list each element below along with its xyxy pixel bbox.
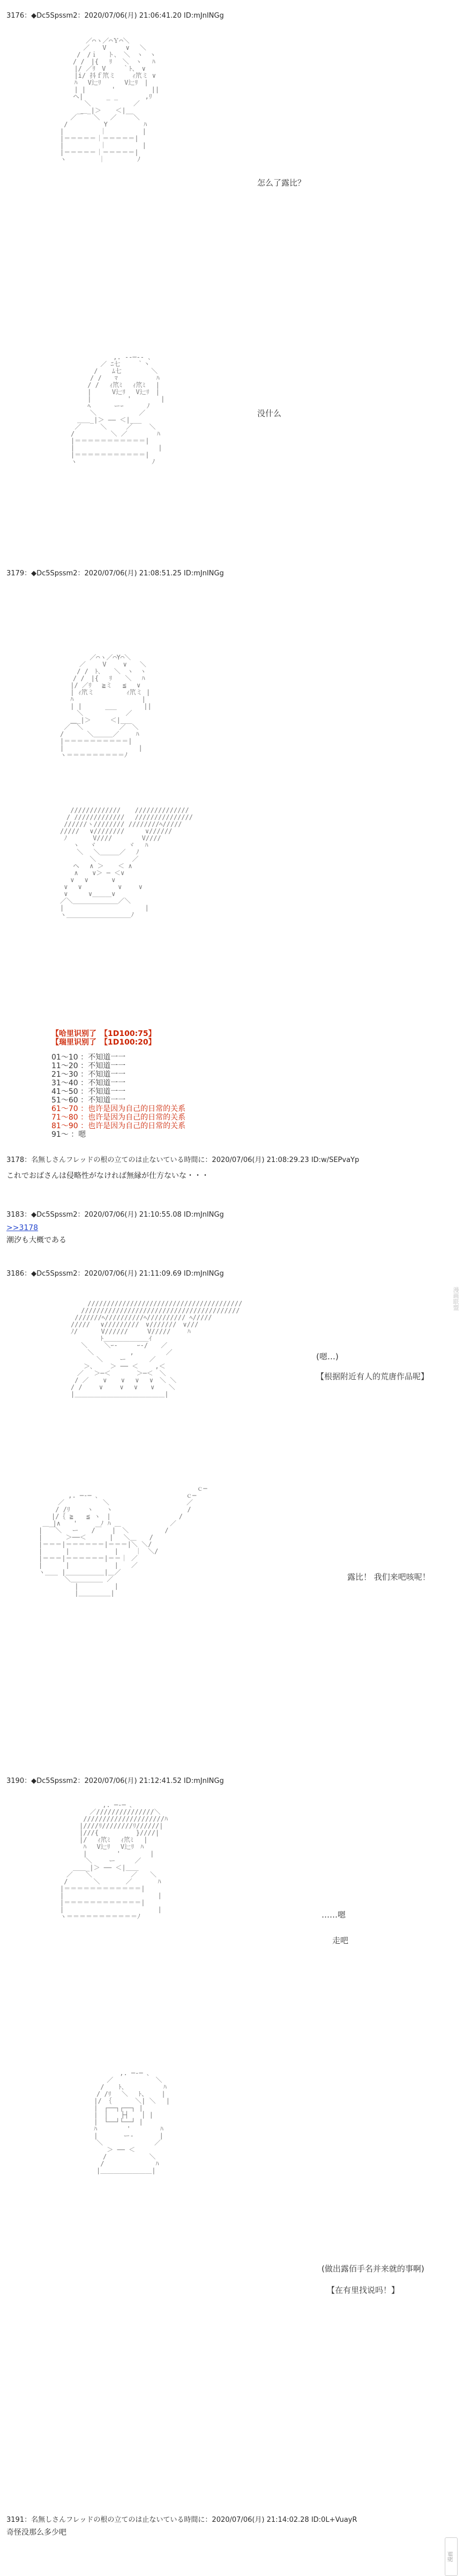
- side-text-3: (嗯…): [316, 1352, 339, 1361]
- post-header-text: 3186：◆Dc5Spssm2：2020/07/06(月) 21:11:09.69 ID:mJnINGg: [6, 1270, 224, 1278]
- post-header-text: 3176：◆Dc5Spssm2：2020/07/06(月) 21:06:41.20 ID:mJnINGg: [6, 12, 224, 20]
- watermark-text: 漫画联盟: [452, 1287, 459, 1311]
- dice-row: 31～40 ：不知道一一: [51, 1079, 126, 1087]
- ascii-art-character-2: ,. -‐─‐- ､ ／ ﾆ七 ｀丶 / ﾑ七 ＼ / / ﾏ ﾊ / / ｨ笊ﾐ ｨ笊ﾐ | | V辷ﾘ V辷ﾘ | | ' | ﾍ ーｰ ﾉ ＼ ／ ＿＿_|＞ ―― ＜|___ ／ ＼ ／ ＼ / ＼ ／ ﾊ |＝＝＝＝＝＝＝＝＝＝＝| | | |＝＝＝＝＝＝＝＝＝＝＝| ヽ ﾉ: [71, 354, 165, 465]
- post-header-3179: [6, 567, 224, 578]
- dice-row: 11～20 ：不知道一一: [51, 1062, 126, 1070]
- ascii-art-character-4: ///////////// ////////////// / ///////////// /////////////// //////ヽ//////// ////////ﾍ///// ///// ∨//////// ∨////// ﾉ V//// V//// ヽ ヾ ヾ ﾊ ＼ ＼＿＿＿／ ﾉ ＼ ／ ヘ ∧ ＞ ＜ ∧ ∧ ∨＞ ─ ＜∨ ∨ ∨ ∨ ∨ ∨ ∨ ∨ ∨ ∨＿＿＿∨ ／＼＿＿＿＿＿＿＿／＼ | | ヽ＿＿＿＿＿＿＿＿＿＿ﾉ: [60, 807, 193, 919]
- footer-logo: 漫画: [445, 2537, 458, 2576]
- post-header-3183: [6, 1209, 224, 1219]
- post-line: これでおばさんは侵略性がなければ無縁が仕方ないな・・・: [6, 1172, 209, 1180]
- ascii-art-character-1: ／⌒ヽ／⌒Ｙ⌒＼ ／ V ∨ ＼ / /ｉ ト､ ＼ ヽ ヽ / / |{ ﾘ ＼ ヽ ﾊ |/ ／ﾘ V ｀ﾄ､ ∨ |i/ 抖ｆ笊ミ ｨ笊ミ ∨ ﾊ V辷ﾘ V辷ﾘ | | | ' || ヘ| _ _ ,ﾘ ＼ ／ ＿_|＞ ＜|__ ／￣ ＼ ／ ￣＼ / Y ﾊ | ｜ | |＝＝＝＝＝｜＝＝＝＝＝| | ｜ | |＝＝＝＝＝｜＝＝＝＝＝| ヽ ｜ ﾉ: [60, 38, 160, 163]
- post-header-text: 3178：名無しさんフレッドの根の立てのは止ないている時間に：2020/07/06(月) 21:08:29.23 ID:w/SEPvaYp: [6, 1156, 360, 1164]
- post-header-text: 3183：◆Dc5Spssm2：2020/07/06(月) 21:10:55.08 ID:mJnINGg: [6, 1211, 224, 1219]
- side-text-5: 露比！ 我们来吧咳呢！: [347, 1572, 430, 1582]
- post-body-3183-line2: [6, 1234, 66, 1245]
- dice-row: 91～ ：嗯: [51, 1130, 86, 1139]
- post-line: 奇怪没那么多少吧: [6, 2528, 66, 2537]
- side-text-4: 【根据附近有人的荒唐作品呢】: [316, 1372, 429, 1381]
- dice-row: 21～30 ：不知道一一: [51, 1070, 126, 1079]
- post-header-3176: [6, 10, 224, 20]
- dice-row: 51～60 ：不知道一一: [51, 1096, 126, 1105]
- ascii-art-character-6: ｃ─ ,. ─‐─ ､ ｃ─ ／ ＼ ／ / /ﾘ ヽ ヽ / |/｛ ≧ ≦ ヽ | / ＿ |∧ ' ﾉ ﾊ ＿ ／ | ￣＼ ー /￣ | ＼ / | ＞──＜ | ＼＿ / |＝＝＝|＝＝＝＝＝＝|＝＝＝|＼ ＼/ | | | ｜ ＼/ |＝＝＝|＝＝＝＝＝＝|＝＝｜ ／ | | | ／ ヽ＿＿ |＿＿＿＿＿＿|＿／ ＼＿＿＿＿＿ ／ | | |＿＿＿＿＿|: [39, 1485, 207, 1597]
- side-text-9: 【在有里找说吗！】: [327, 2285, 400, 2295]
- ascii-art-character-8: ,. ─‐─ ､ ／ ＼ / ﾄ､ ﾊ / /ﾘ ＼ ﾄ、 | |/ ｛ ＼| ＼ | | ┌──┐┌──┐ | | │ ├┤ │ | | └──┘└──┘ | ﾊ ' ﾊ | ー‐ | ＼ ／ ＞ ── ＜ / ＼ / ﾊ |＿＿＿＿＿＿＿＿|: [94, 2070, 170, 2174]
- post-header-text: 3179：◆Dc5Spssm2：2020/07/06(月) 21:08:51.25 ID:mJnINGg: [6, 569, 224, 578]
- dice-row: 71～80 ：也许是因为自己的日常的关系: [51, 1113, 186, 1122]
- dice-row: 81～90 ：也许是因为自己的日常的关系: [51, 1122, 186, 1130]
- post-header-3178: [6, 1154, 359, 1164]
- side-text-2: 没什么: [257, 409, 282, 418]
- dice-row: 41～50 ：不知道一一: [51, 1087, 126, 1096]
- side-text-7: 走吧: [332, 1936, 349, 1945]
- post-header-text: 3190：◆Dc5Spssm2：2020/07/06(月) 21:12:41.52 ID:mJnINGg: [6, 1777, 224, 1785]
- dice-head-2: 【瑞里识别了 【1D100:20】: [51, 1038, 156, 1047]
- post-header-3190: [6, 1775, 224, 1785]
- ascii-art-character-3: ／⌒ヽ／⌒Y⌒＼ ／ V ∨ ＼ / / ﾄ､ ＼ ヽ ヽ / / |{ ﾘ ＼ ﾊ |/ ／ﾘ ≧ミ ≦ ∨ | ｨ笊ミ ｨ笊ミ | ﾊ | | | ___ || ＼ ／ ＿_|＞ ＜|__ ／￣＼ ／￣＼ / ＼＿＿＿／ ﾊ |＝＝＝＝＝＝＝＝＝＝| | | ヽ＝＝＝＝＝＝＝＝＝ﾉ: [60, 654, 152, 759]
- post-header-3191: [6, 2514, 357, 2524]
- dice-result-list: [51, 1030, 185, 1139]
- dice-row: 61～70 ：也许是因为自己的日常的关系: [51, 1105, 186, 1113]
- post-body-3178: [6, 1170, 209, 1181]
- post-body-3183: [6, 1224, 38, 1232]
- post-body-3191: [6, 2527, 66, 2537]
- post-header-text: 3191：名無しさんフレッドの根の立てのは止ないている時間に：2020/07/06(月) 21:14:02.28 ID:0L+VuayR: [6, 2516, 357, 2524]
- reply-anchor-link[interactable]: >>3178: [6, 1224, 39, 1232]
- post-line: 潮汐も大概である: [6, 1236, 66, 1245]
- post-header-3186: [6, 1268, 224, 1278]
- ascii-art-character-7: ,. ─‐─ ､ ／///////////////＼ /////////////////////ﾊ |////ﾘ////////ﾘ//////| |///{ }////| |/ ｨ笊ﾐ ｨ笊ﾐ | ﾊ V辷ﾘ V辷ﾘ ﾊ | ' | ＼ ー ／ ＿＿_|＞ ── ＜|＿＿ ／ ＼ ／ ＼ / ＼ ／ ﾊ |＝＝＝＝＝＝＝＝＝＝＝＝| | | |＝＝＝＝＝＝＝＝＝＝＝＝| | | ヽ＝＝＝＝＝＝＝＝＝＝＝ﾉ: [60, 1802, 168, 1920]
- dice-row: 01～10 ：不知道一一: [51, 1053, 126, 1062]
- side-text-1: 怎么了露比？: [257, 178, 306, 188]
- side-text-6: ……嗯: [322, 1910, 346, 1920]
- side-text-8: (做出露佰手名并来就的事啊): [322, 2264, 424, 2274]
- ascii-art-character-5: //////////////////////////////////////// ///////////////////////////////////////// ///////ﾍ//////////ﾍ////////// ﾍ///// ///// ∨///////// ∨/////// ∨/// ﾉ/ V////// V///// ﾊ ﾄ＿＿＿＿＿＿＿ｲ ＼ ＼ｰ‐ ｰ‐/ ／ ＼ , ／ ＼ ー ／ ＞､ ＞ ── ＜ ,＜ ／ ＞─＜ ＞─＜ ＼ / ／ ∨ ∨ ∨ ∨ ＼ ＼ / / ∨ ∨ ∨ ∨ ＼ |＿＿＿＿＿＿＿＿＿＿＿＿＿＿|: [71, 1300, 243, 1398]
- dice-head-1: 【哈里识别了 【1D100:75】: [51, 1030, 156, 1038]
